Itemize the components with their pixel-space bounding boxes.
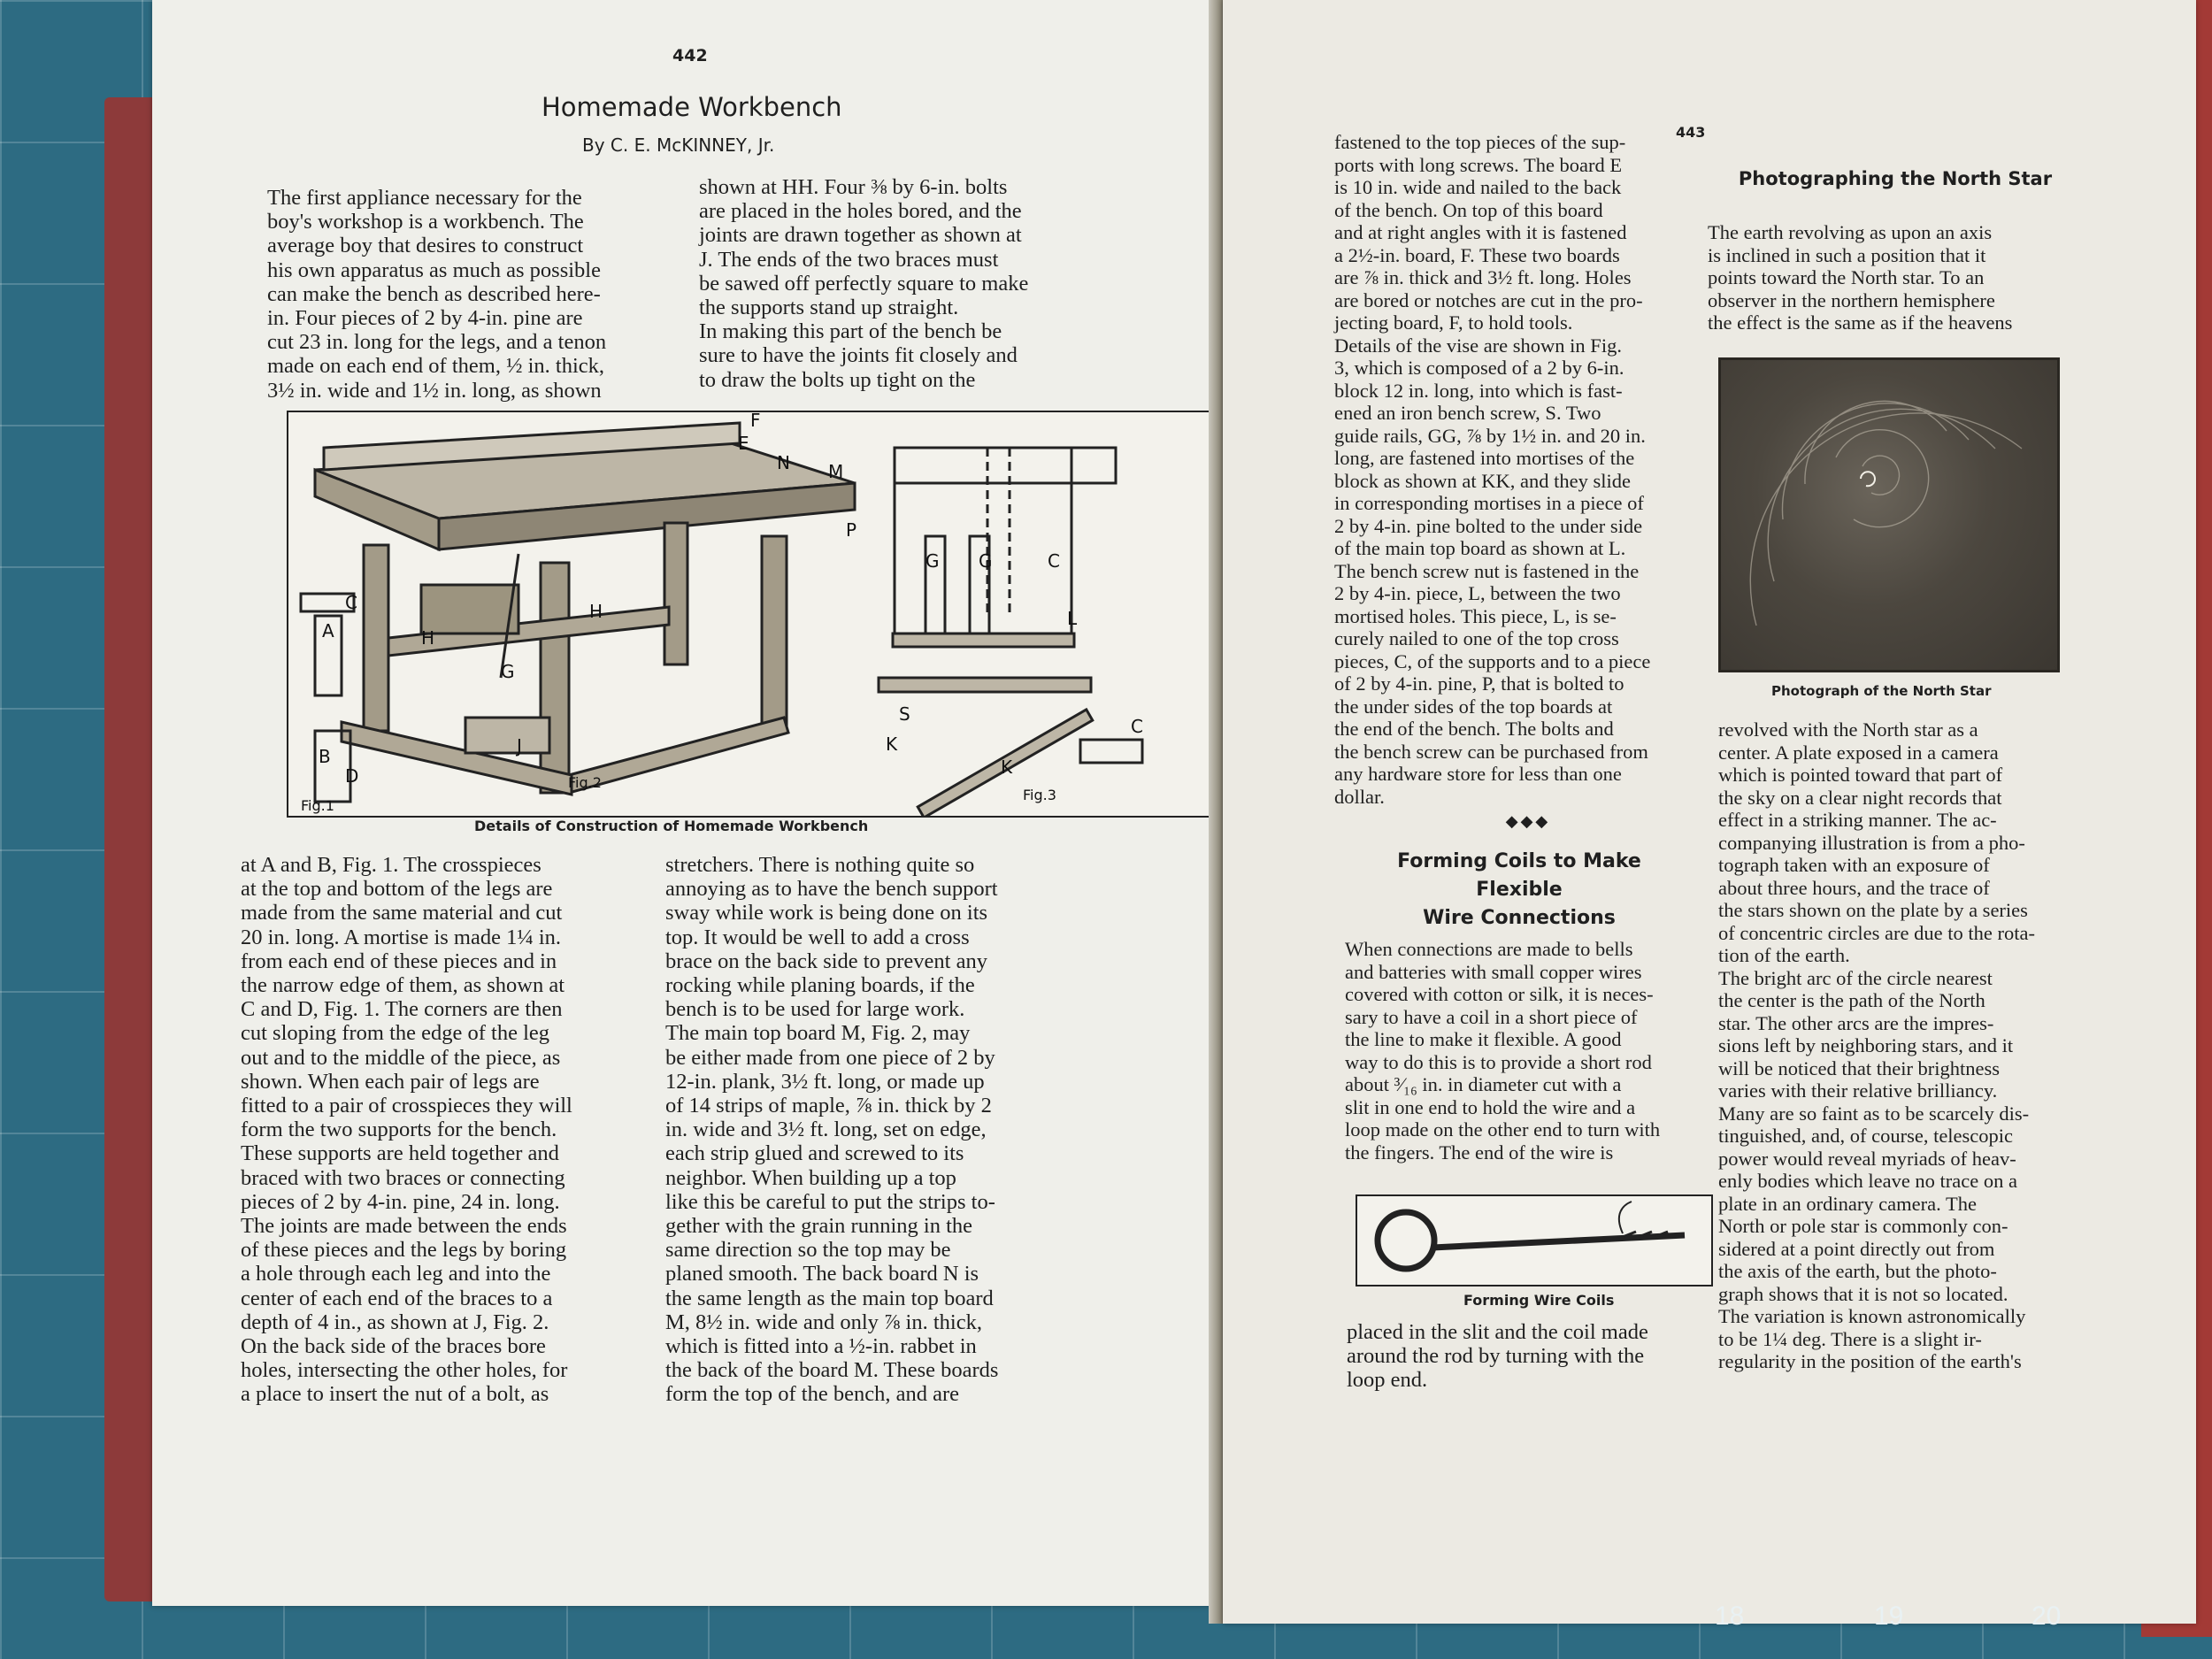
north-star-intro: The earth revolving as upon an axis is inclined in such a position that it points toward the North star. To an observer in the northern hemisphere the effect is the same as if the heavens bbox=[1708, 221, 2013, 334]
column-1-top-text: The first appliance necessary for the boy's workshop is a workbench. The average boy that desires to construct his own apparatus as much as possible can make the bench as described here- in. Four pieces of 2 by 4-in. pine are cut 23 in. long for the legs, and a tenon made on each end of them, ½ in. thick, 3½ in. wide and 1½ in. long, as shown bbox=[267, 186, 607, 403]
column-2-bottom-text: stretchers. There is nothing quite so annoying as to have the bench support sway while work is being done on its top. It would be well to add a cross brace on the back side to prevent any rocking while planing boards, if the bench is to be used for large work. The main top board M, Fig. 2, may be either made from one piece of 2 by 12-in. plank, 3½ ft. long, or made up of 14 strips of maple, ⅞ in. thick by 2 in. wide and 3½ ft. long, set on edge, each strip glued and screwed to its neighbor. When building up a top like this be careful to put the strips to- gether with the grain running in the same direction so the top may be planed smooth. The back board N is the same length as the main top board M, 8½ in. wide and only ⅞ in. thick, which is fitted into a ½-in. rabbet in the back of the board M. These boards form the top of the bench, and are bbox=[665, 853, 999, 1407]
coils-heading: Forming Coils to Make Flexible Wire Connections bbox=[1397, 850, 1641, 929]
ruler-number-18: 18 bbox=[1715, 1601, 1745, 1631]
column-1-bottom-text: at A and B, Fig. 1. The crosspieces at the top and bottom of the legs are made from the same material and cut 20 in. long. A mortise is made 1¼ in. from each end of these pieces and in the narrow edge of them, as shown at C and D, Fig. 1. The corners are then cut sloping from the edge of the leg out and to the middle of the piece, as shown. When each pair of legs are fitted to a pair of crosspieces they will form the two supports for the bench. These supports are held together and braced with two braces or connecting pieces of 2 by 4-in. pine, 24 in. long. The joints are made between the ends of these pieces and the legs by boring a hole through each leg and into the center of each end of the braces to a depth of 4 in., as shown at J, Fig. 2. On the back side of the braces bore holes, intersecting the other holes, for a place to insert the nut of a bolt, as bbox=[241, 853, 572, 1407]
left-page bbox=[152, 0, 1223, 1606]
fig-label-h: H bbox=[421, 627, 435, 649]
fig-label-e: E bbox=[738, 433, 749, 454]
column-2-top-text: shown at HH. Four ⅜ by 6-in. bolts are placed in the holes bored, and the joints are drawn together as shown at J. The ends of the two braces must be sawed off perfectly square to make the supports stand up straight. In making this part of the bench be sure to have the joints fit closely and to draw the bolts up tight on the bbox=[699, 175, 1029, 392]
page-number-right: 443 bbox=[1676, 124, 1706, 141]
fig-label-m: M bbox=[828, 461, 844, 482]
figure-caption: Details of Construction of Homemade Workbench bbox=[474, 818, 869, 834]
fig-2-label: Fig.2 bbox=[568, 774, 602, 791]
fig-3-label: Fig.3 bbox=[1023, 787, 1056, 803]
north-star-photo bbox=[1718, 357, 2060, 672]
north-star-body: revolved with the North star as a center. A plate exposed in a camera which is pointed toward that part of the sky on a clear night records that effect in a striking manner. The ac- companying illustration is from a pho- tograph taken with an exposure of about three hours, and the trace of the stars shown on the plate by a series of concentric circles are due to the rota- tion of the earth. The bright arc of the circle nearest the center is the path of the North star. The other arcs are the impres- sions left by neighboring stars, and it will be noticed that their brightness varies with their relative brilliancy. Many are so faint as to be scarcely dis- tinguished, and, of course, telescopic power would reveal myriads of heav- enly bodies which leave no trace on a plate in an ordinary camera. The North or pole star is commonly con- sidered at a point directly out from the axis of the earth, but the photo- graph shows that it is not so located. The variation is known astronomically to be 1¼ deg. There is a slight ir- regularity in the position of the earth's bbox=[1718, 718, 2035, 1372]
right-page bbox=[1223, 0, 2196, 1624]
north-star-heading: Photographing the North Star bbox=[1738, 168, 2053, 189]
fig-label-k2: K bbox=[1001, 757, 1013, 778]
fig-label-g2: G bbox=[926, 550, 940, 572]
fig-label-c2: C bbox=[1048, 550, 1060, 572]
section-ornament: ◆◆◆ bbox=[1505, 812, 1551, 831]
fig-label-g3: G bbox=[979, 550, 993, 572]
fig-label-k: K bbox=[886, 733, 898, 755]
fig-label-b: B bbox=[319, 746, 331, 767]
north-star-caption: Photograph of the North Star bbox=[1771, 683, 1992, 699]
fig-label-j: J bbox=[517, 735, 522, 757]
fig-label-c3: C bbox=[1131, 716, 1143, 737]
article-title: Homemade Workbench bbox=[541, 92, 842, 122]
fig-label-s: S bbox=[899, 703, 910, 725]
star-trails-image bbox=[1721, 360, 2057, 670]
fig-label-p: P bbox=[846, 519, 857, 541]
coils-end-text: placed in the slit and the coil made around the rod by turning with the loop end. bbox=[1347, 1320, 1648, 1393]
page-number: 442 bbox=[672, 46, 708, 65]
vise-continuation-text: fastened to the top pieces of the sup- ports with long screws. The board E is 10 in. wide and nailed to the back of the bench. On top of this board and at right angles with it is fastened a 2½-in. board, F. These two boards are ⅞ in. thick and 3½ ft. long. Holes are bored or notches are cut in the pro- jecting board, F, to hold tools. Details of the vise are shown in Fig. 3, which is composed of a 2 by 6-in. block 12 in. long, into which is fast- ened an iron bench screw, S. Two guide rails, GG, ⅞ by 1½ in. and 20 in. long, are fastened into mortises of the block as shown at KK, and they slide in corresponding mortises in a piece of 2 by 4-in. pine bolted to the under side of the main top board as shown at L. The bench screw nut is fastened in the 2 by 4-in. piece, L, between the two mortised holes. This piece, L, is se- curely nailed to one of the top cross pieces, C, of the supports and to a piece of 2 by 4-in. pine, P, that is bolted to the under sides of the top boards at the end of the bench. The bolts and the bench screw can be purchased from any hardware store for less than one dollar. bbox=[1334, 131, 1651, 808]
coils-caption: Forming Wire Coils bbox=[1463, 1292, 1615, 1309]
book-cover-left-edge bbox=[104, 97, 157, 1601]
fig-label-f: F bbox=[750, 412, 761, 431]
fig-label-a: A bbox=[322, 620, 334, 641]
wire-coil-figure bbox=[1356, 1194, 1713, 1286]
wire-coil-illustration bbox=[1357, 1196, 1711, 1285]
fig-label-l: L bbox=[1067, 608, 1078, 629]
fig-1-label: Fig.1 bbox=[301, 797, 334, 814]
fig-label-c: C bbox=[345, 592, 357, 613]
workbench-figure bbox=[287, 411, 1237, 818]
fig-label-h2: H bbox=[589, 601, 603, 622]
workbench-diagram bbox=[288, 412, 1235, 816]
ruler-number-19: 19 bbox=[1874, 1601, 1904, 1631]
fig-label-g: G bbox=[501, 661, 515, 682]
fig-label-n: N bbox=[777, 452, 790, 473]
coils-body-text: When connections are made to bells and batteries with small copper wires covered with cotton or silk, it is neces- sary to have a coil in a short piece of the line to make it flexible. A good way to do this is to provide a short rod about ³⁄₁₆ in. in diameter cut with a slit in one end to hold the wire and a loop made on the other end to turn with the fingers. The end of the wire is bbox=[1345, 938, 1661, 1164]
ruler-number-20: 20 bbox=[2032, 1601, 2062, 1631]
article-byline: By C. E. McKINNEY, Jr. bbox=[582, 134, 775, 156]
fig-label-d: D bbox=[345, 765, 359, 787]
